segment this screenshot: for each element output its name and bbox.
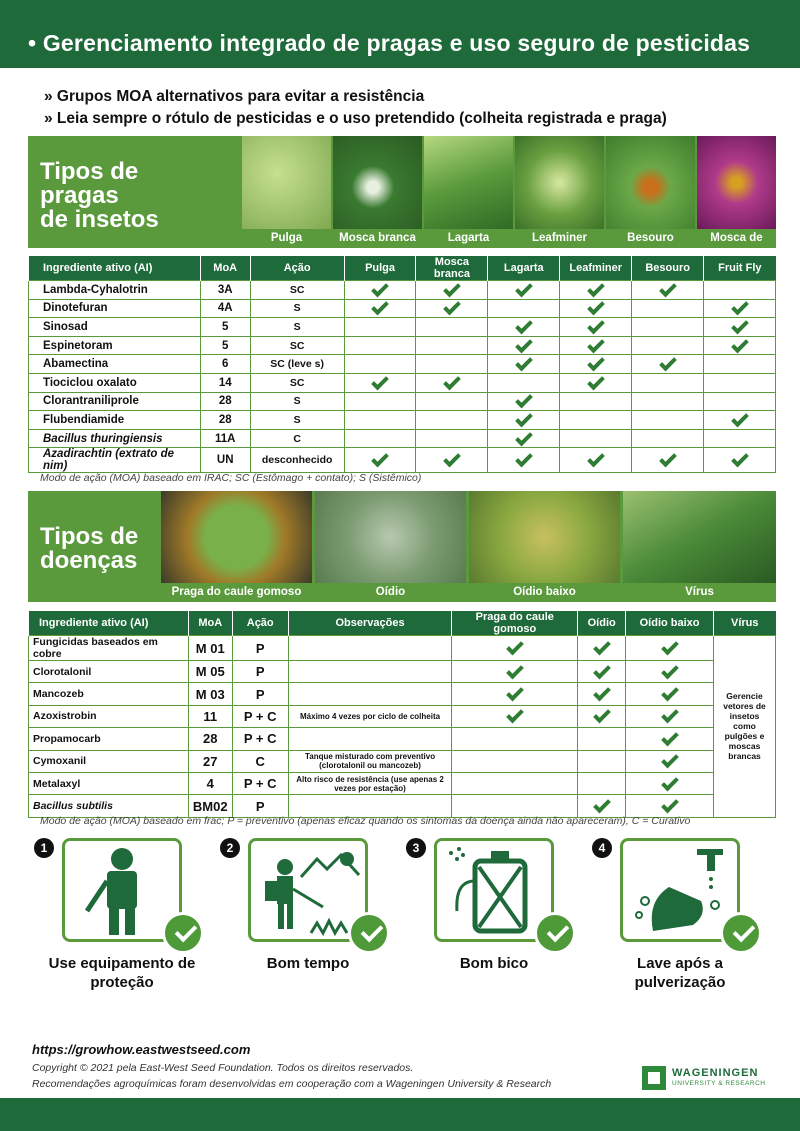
table-row [29,448,776,473]
moa-cell: 4 [188,772,232,794]
table-row [29,636,776,661]
check-cell [704,429,776,448]
column-header: Ingrediente ativo (AI) [29,256,201,281]
checkmark-icon [515,354,533,372]
moa-cell: 27 [188,750,232,772]
check-cell [344,448,416,473]
check-cell [416,429,488,448]
checkmark-icon [443,450,461,468]
check-cell [488,281,560,300]
acao-cell: SC [250,281,344,300]
checkmark-icon [515,391,533,409]
check-cell [632,429,704,448]
checkmark-icon [731,317,749,335]
column-header: Fruit Fly [704,256,776,281]
check-cell [578,750,626,772]
page-title: • Gerenciamento integrado de pragas e uso seguro de pesticidas [28,30,751,56]
check-cell [488,429,560,448]
checkmark-icon [443,279,461,297]
disease-section-header [28,491,776,602]
checkmark-icon [661,638,679,656]
ai-cell: Fungicidas baseados em cobre [29,636,189,661]
insect-section-header [28,136,776,248]
ai-cell: Espinetoram [29,336,201,355]
logo-mark-icon [642,1066,666,1090]
column-header: Mosca branca [416,256,488,281]
checkmark-icon [587,372,605,390]
check-cell [632,448,704,473]
acao-cell: S [250,318,344,337]
check-cell [632,318,704,337]
disease-section-title [40,525,138,573]
intro-line: » Grupos MOA alternativos para evitar a resistência [44,88,425,105]
check-cell [578,636,626,661]
check-cell [452,750,578,772]
table-row [29,705,776,727]
check-cell [560,336,632,355]
acao-cell: P + C [232,728,288,750]
check-circle-icon [720,912,762,954]
moa-cell: 11A [200,429,250,448]
intro-list [44,86,667,130]
moa-cell: 5 [200,336,250,355]
observation-cell: Alto risco de resistência (use apenas 2 vezes por estação) [288,772,452,794]
photo-caption: Praga do caule gomoso [161,583,312,602]
checkmark-icon [731,335,749,353]
check-cell [560,448,632,473]
observation-cell [288,728,452,750]
check-cell [452,683,578,705]
observation-cell: Máximo 4 vezes por ciclo de colheita [288,705,452,727]
check-cell [560,392,632,411]
table-row [29,728,776,750]
step-number: 3 [406,838,426,858]
table-row [29,281,776,300]
photo-caption: Mosca branca [333,229,422,248]
header-bar [0,0,800,68]
footer-cooperation: Recomendações agroquímicas foram desenvolvidas em cooperação com a Wageningen University & Research [32,1078,552,1090]
check-cell [416,355,488,374]
checkmark-icon [506,638,524,656]
observation-cell: Tanque misturado com preventivo (clorotalonil ou mancozeb) [288,750,452,772]
column-header: Leafminer [560,256,632,281]
checkmark-icon [593,684,611,702]
check-cell [560,355,632,374]
check-cell [704,448,776,473]
step-label: Lave após a pulverização [634,955,726,991]
check-cell [488,355,560,374]
intro-line: » Leia sempre o rótulo de pesticidas e o uso pretendido (colheita registrada e praga) [44,110,667,127]
table-row [29,299,776,318]
check-cell [488,373,560,392]
disease-photo-oidio [315,491,466,602]
checkmark-icon [587,279,605,297]
moa-cell: 28 [188,728,232,750]
check-cell [452,728,578,750]
insect-moa-note: Modo de ação (MOA) baseado em IRAC; SC (Estômago + contato); S (Sistêmico) [40,472,422,484]
acao-cell: P [232,795,288,817]
column-header: Observações [288,611,452,636]
table-header-row [29,256,776,281]
check-cell [704,355,776,374]
ai-cell: Tiociclou oxalato [29,373,201,392]
check-cell [578,795,626,817]
footer-copyright: Copyright © 2021 pela East-West Seed Foundation. Todos os direitos reservados. [32,1062,414,1074]
check-cell [560,318,632,337]
column-header: Lagarta [488,256,560,281]
check-cell [578,705,626,727]
checkmark-icon [587,354,605,372]
check-cell [632,355,704,374]
table-row [29,795,776,817]
observation-cell [288,661,452,683]
moa-cell: UN [200,448,250,473]
checkmark-icon [587,317,605,335]
check-cell [704,392,776,411]
moa-cell: M 01 [188,636,232,661]
observation-cell [288,683,452,705]
check-cell [488,392,560,411]
checkmark-icon [506,706,524,724]
check-cell [626,683,714,705]
observation-cell [288,636,452,661]
check-cell [704,373,776,392]
checkmark-icon [659,450,677,468]
acao-cell: SC [250,336,344,355]
insect-photo-lagarta [424,136,513,248]
check-cell [452,795,578,817]
check-cell [344,281,416,300]
checkmark-icon [593,661,611,679]
acao-cell: S [250,411,344,430]
check-cell [632,392,704,411]
check-cell [452,705,578,727]
ai-cell: Sinosad [29,318,201,337]
table-row [29,683,776,705]
checkmark-icon [587,450,605,468]
check-cell [632,299,704,318]
ai-cell: Flubendiamide [29,411,201,430]
acao-cell: P [232,683,288,705]
checkmark-icon [659,279,677,297]
check-cell [416,299,488,318]
check-cell [560,411,632,430]
ai-cell: Propamocarb [29,728,189,750]
checkmark-icon [443,372,461,390]
bottom-bar [0,1098,800,1131]
ai-cell: Dinotefuran [29,299,201,318]
checkmark-icon [731,298,749,316]
table-row [29,318,776,337]
photo-caption: Oídio baixo [469,583,620,602]
checkmark-icon [593,638,611,656]
check-cell [704,299,776,318]
checkmark-icon [443,298,461,316]
checkmark-icon [661,773,679,791]
check-cell [704,336,776,355]
title-line: Tipos de [40,158,139,185]
check-cell [416,318,488,337]
photo-caption: Lagarta [424,229,513,248]
table-row [29,392,776,411]
disease-table [28,611,776,818]
logo-subtext: UNIVERSITY & RESEARCH [672,1080,766,1087]
photo-caption: Besouro [606,229,695,248]
column-header: MoA [188,611,232,636]
disease-photo-caule-gomoso [161,491,312,602]
check-cell [344,373,416,392]
photo-caption: Vírus [623,583,776,602]
acao-cell: C [232,750,288,772]
step-label: Bom tempo [266,955,350,972]
insect-photo-besouro [606,136,695,248]
check-cell [560,281,632,300]
column-header: Vírus [713,611,775,636]
table-header-row [29,611,776,636]
moa-cell: 6 [200,355,250,374]
moa-cell: 14 [200,373,250,392]
wageningen-logo [642,1066,782,1092]
check-cell [632,281,704,300]
column-header: MoA [200,256,250,281]
checkmark-icon [661,751,679,769]
check-cell [344,411,416,430]
check-cell [416,373,488,392]
check-cell [560,429,632,448]
disease-moa-note: Modo de ação (MOA) baseado em frac; P = preventivo (apenas eficaz quando os sintomas da doença ainda não apareceram), C = Curativo [40,815,691,827]
ai-cell: Azadirachtin (extrato de nim) [29,448,201,473]
ai-cell: Bacillus subtilis [29,795,189,817]
ai-cell: Bacillus thuringiensis [29,429,201,448]
check-cell [452,636,578,661]
moa-cell: 3A [200,281,250,300]
acao-cell: C [250,429,344,448]
check-cell [704,318,776,337]
ai-cell: Lambda-Cyhalotrin [29,281,201,300]
checkmark-icon [661,684,679,702]
check-cell [416,281,488,300]
checkmark-icon [661,706,679,724]
check-cell [632,411,704,430]
checkmark-icon [506,661,524,679]
checkmark-icon [731,450,749,468]
check-cell [344,355,416,374]
insect-photo-leafminer [515,136,604,248]
acao-cell: P + C [232,705,288,727]
check-cell [560,299,632,318]
column-header: Ingrediente ativo (AI) [29,611,189,636]
check-cell [578,728,626,750]
insect-section-title [40,160,159,232]
check-cell [578,683,626,705]
check-cell [626,750,714,772]
acao-cell: P [232,636,288,661]
checkmark-icon [515,335,533,353]
moa-cell: 11 [188,705,232,727]
check-circle-icon [348,912,390,954]
check-cell [626,661,714,683]
column-header: Ação [250,256,344,281]
table-row [29,772,776,794]
check-circle-icon [534,912,576,954]
check-cell [452,772,578,794]
checkmark-icon [587,335,605,353]
moa-cell: 5 [200,318,250,337]
checkmark-icon [515,317,533,335]
photo-caption: Mosca de [697,229,776,248]
ai-cell: Abamectina [29,355,201,374]
checkmark-icon [659,354,677,372]
checkmark-icon [593,796,611,814]
acao-cell: SC [250,373,344,392]
step-number: 4 [592,838,612,858]
title-line: Tipos de [40,523,139,550]
checkmark-icon [371,298,389,316]
column-header: Besouro [632,256,704,281]
title-line: pragas [40,182,119,209]
photo-caption: Oídio [315,583,466,602]
checkmark-icon [593,706,611,724]
step-number: 1 [34,838,54,858]
acao-cell: SC (leve s) [250,355,344,374]
checkmark-icon [661,661,679,679]
check-cell [704,411,776,430]
ai-cell: Cymoxanil [29,750,189,772]
checkmark-icon [371,279,389,297]
logo-text: WAGENINGEN [672,1067,759,1079]
checkmark-icon [515,428,533,446]
title-line: de insetos [40,206,159,233]
column-header: Praga do caule gomoso [452,611,578,636]
table-row [29,750,776,772]
insect-table [28,256,776,473]
checkmark-icon [731,410,749,428]
acao-cell: P + C [232,772,288,794]
checkmark-icon [506,684,524,702]
check-cell [344,429,416,448]
table-row [29,429,776,448]
table-row [29,336,776,355]
check-cell [560,373,632,392]
moa-cell: 28 [200,411,250,430]
checkmark-icon [371,372,389,390]
check-cell [626,636,714,661]
insect-photo-mosca-frutas [697,136,776,248]
checkmark-icon [661,729,679,747]
column-header: Pulga [344,256,416,281]
check-cell [416,411,488,430]
disease-photo-oidio-baixo [469,491,620,602]
photo-caption: Leafminer [515,229,604,248]
checkmark-icon [661,796,679,814]
column-header: Oídio baixo [626,611,714,636]
check-cell [488,411,560,430]
virus-note-cell: Gerencie vetores de insetos como pulgões e moscas brancas [713,636,775,818]
checkmark-icon [515,279,533,297]
check-cell [344,299,416,318]
checkmark-icon [515,450,533,468]
table-row [29,661,776,683]
check-cell [488,448,560,473]
check-cell [704,281,776,300]
ai-cell: Azoxistrobin [29,705,189,727]
moa-cell: 4A [200,299,250,318]
moa-cell: BM02 [188,795,232,817]
table-row [29,355,776,374]
checkmark-icon [515,410,533,428]
acao-cell: P [232,661,288,683]
column-header: Oídio [578,611,626,636]
title-line: doenças [40,547,138,574]
insect-photo-pulga [242,136,331,248]
photo-caption: Pulga [242,229,331,248]
moa-cell: 28 [200,392,250,411]
check-cell [626,705,714,727]
ai-cell: Mancozeb [29,683,189,705]
acao-cell: S [250,392,344,411]
check-cell [488,318,560,337]
ai-cell: Metalaxyl [29,772,189,794]
footer-url[interactable]: https://growhow.eastwestseed.com [32,1042,251,1057]
acao-cell: S [250,299,344,318]
acao-cell: desconhecido [250,448,344,473]
disease-photo-virus [623,491,776,602]
moa-cell: M 05 [188,661,232,683]
step-label: Use equipamento de proteção [48,955,196,991]
check-cell [344,336,416,355]
check-cell [578,772,626,794]
check-cell [344,392,416,411]
table-row [29,411,776,430]
check-cell [626,772,714,794]
check-cell [488,336,560,355]
check-cell [578,661,626,683]
check-cell [416,392,488,411]
step-label: Bom bico [459,955,529,972]
insect-photo-mosca-branca [333,136,422,248]
ai-cell: Clorotalonil [29,661,189,683]
checkmark-icon [587,298,605,316]
table-row [29,373,776,392]
check-cell [344,318,416,337]
check-cell [632,373,704,392]
observation-cell [288,795,452,817]
column-header: Ação [232,611,288,636]
check-cell [452,661,578,683]
checkmark-icon [371,450,389,468]
check-cell [416,448,488,473]
check-cell [626,795,714,817]
ai-cell: Clorantraniliprole [29,392,201,411]
check-cell [488,299,560,318]
check-circle-icon [162,912,204,954]
check-cell [416,336,488,355]
moa-cell: M 03 [188,683,232,705]
step-number: 2 [220,838,240,858]
check-cell [626,728,714,750]
check-cell [632,336,704,355]
